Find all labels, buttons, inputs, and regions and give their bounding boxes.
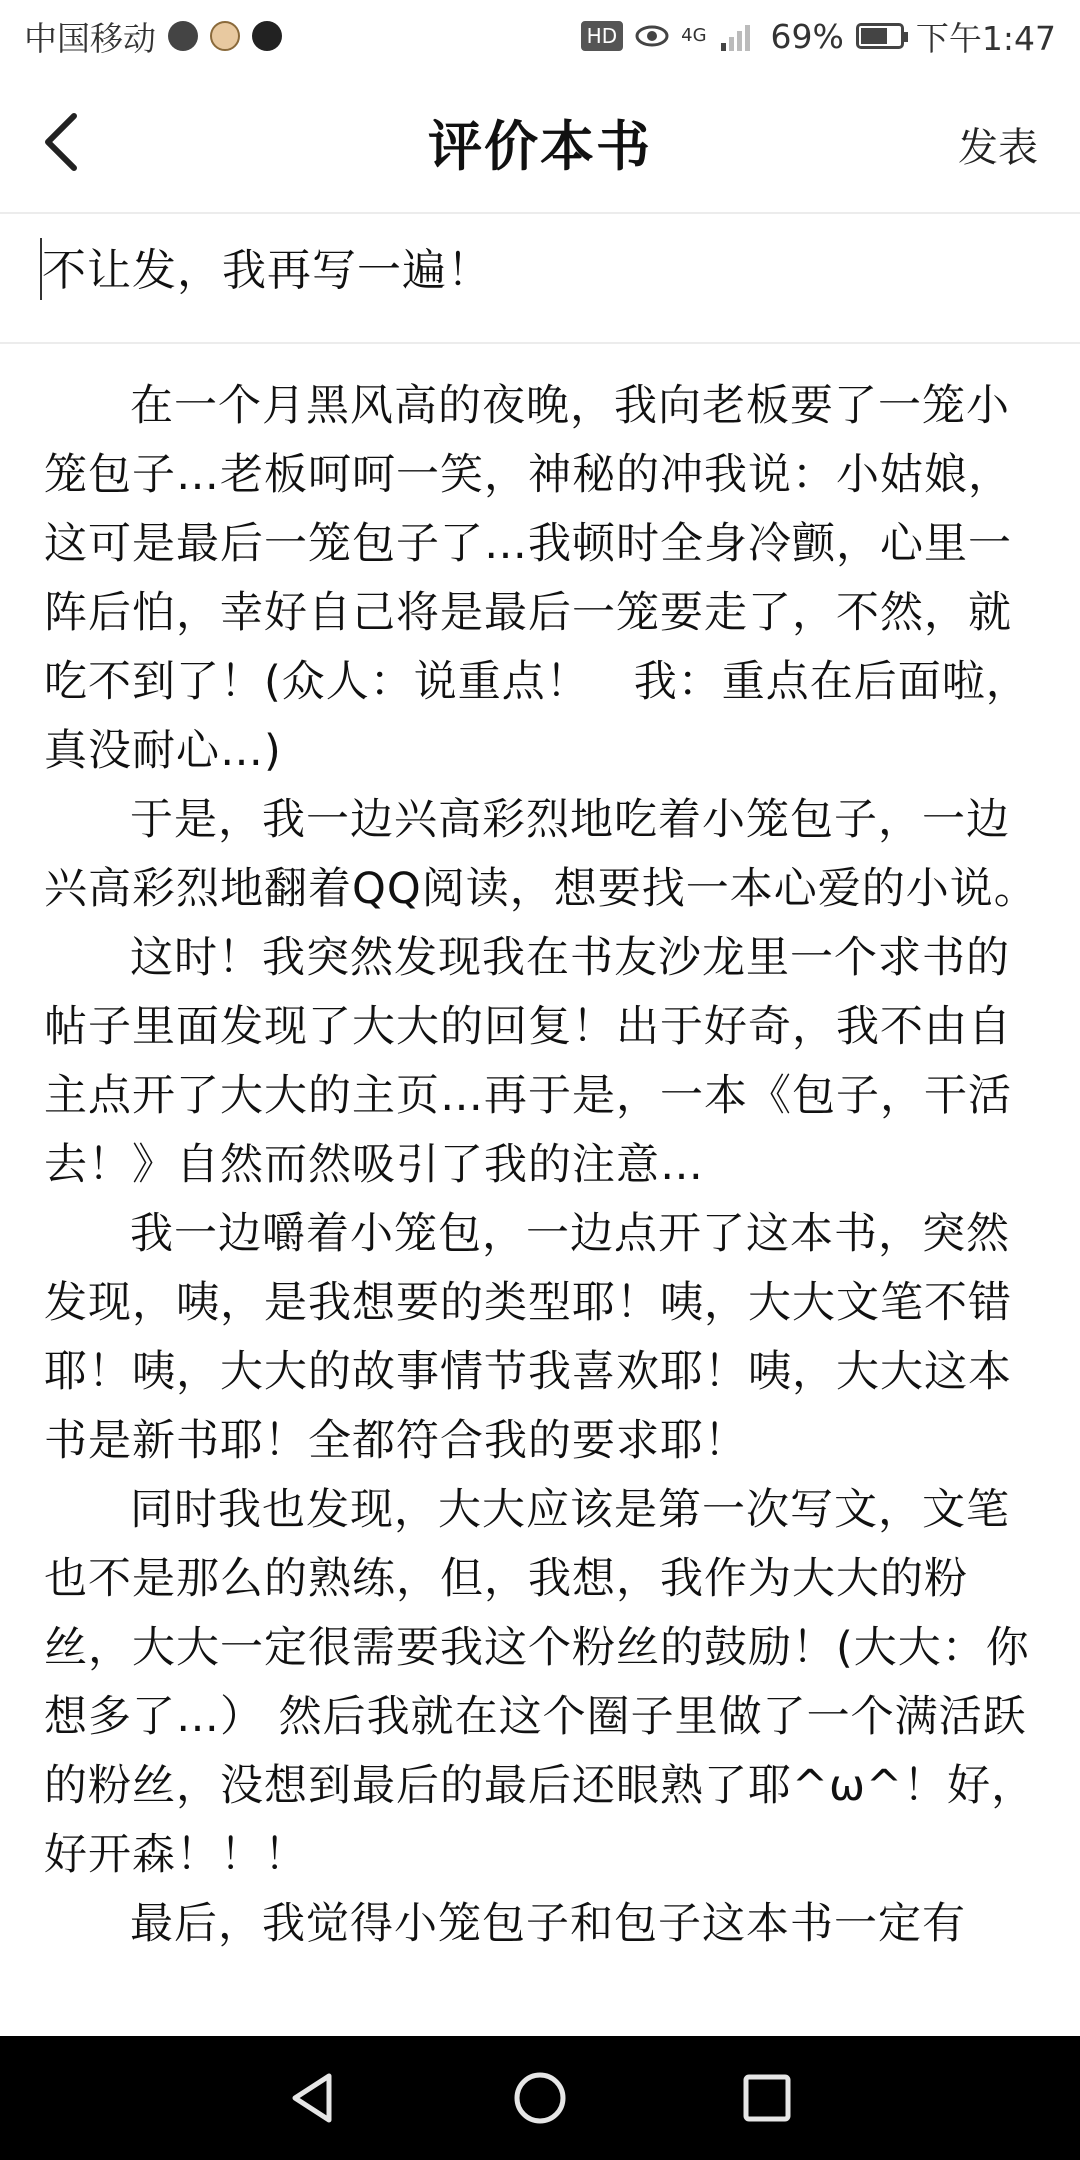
back-button[interactable] (36, 110, 96, 174)
signal-icon (719, 21, 759, 51)
review-content-textarea[interactable] (44, 372, 1044, 2032)
circle-home-icon[interactable] (510, 2068, 570, 2128)
hd-icon: HD (581, 21, 623, 51)
eye-comfort-icon (635, 25, 669, 47)
review-title-input[interactable] (40, 230, 1044, 312)
title-divider (0, 342, 1080, 344)
page-title: 评价本书 (428, 114, 652, 178)
battery-fill (861, 28, 887, 44)
status-bar (0, 0, 1080, 72)
header-divider (0, 212, 1080, 214)
triangle-back-icon[interactable] (283, 2068, 343, 2128)
review-paragraph: 我一边嚼着小笼包，一边点开了这本书，突然发现，咦，是我想要的类型耶！咦，大大文笔不错耶！咦，大大的故事情节我喜欢耶！咦，大大这本书是新书耶！全都符合我的要求耶！ (44, 1209, 1012, 1466)
status-left (24, 13, 282, 60)
face-notification-icon (210, 21, 240, 51)
square-recents-icon[interactable] (737, 2068, 797, 2128)
clock: 下午1:47 (915, 18, 1056, 58)
app-header (0, 72, 1080, 212)
publish-button[interactable]: 发表 (958, 125, 1038, 171)
review-paragraph: 同时我也发现，大大应该是第一次写文，文笔也不是那么的熟练，但，我想，我作为大大的粉丝，大大一定很需要我这个粉丝的鼓励！(大大：你想多了…） 然后我就在这个圈子里做了一个满活跃的粉丝，没想到最后的最后还眼熟了耶^ω^！好，好开森！！！ (44, 1485, 1036, 1880)
chevron-left-icon (36, 110, 96, 174)
text-caret (40, 238, 42, 300)
review-paragraph: 在一个月黑风高的夜晚，我向老板要了一笼小笼包子…老板呵呵一笑，神秘的冲我说：小姑娘，这可是最后一笼包子了…我顿时全身冷颤，心里一阵后怕，幸好自己将是最后一笼要走了，不然，就吃不到了！(众人：说重点！ 我：重点在后面啦，真没耐心…) (44, 381, 1030, 776)
review-paragraph: 最后，我觉得小笼包子和包子这本书一定有 (130, 1899, 966, 1949)
tiktok-notification-icon (252, 21, 282, 51)
network-type: 4G (681, 25, 707, 46)
app-notification-icon (168, 21, 198, 51)
review-paragraph: 这时！我突然发现我在书友沙龙里一个求书的帖子里面发现了大大的回复！出于好奇，我不由自主点开了大大的主页…再于是，一本《包子，干活去！》自然而然吸引了我的注意… (44, 933, 1012, 1190)
carrier-name: 中国移动 (24, 18, 156, 58)
battery-percent: 69% (770, 16, 844, 56)
status-right (581, 13, 1056, 60)
battery-icon (856, 23, 904, 49)
system-navigation-bar (0, 2036, 1080, 2160)
review-paragraph: 于是，我一边兴高彩烈地吃着小笼包子，一边兴高彩烈地翻着QQ阅读，想要找一本心爱的小说。 (44, 795, 1038, 914)
